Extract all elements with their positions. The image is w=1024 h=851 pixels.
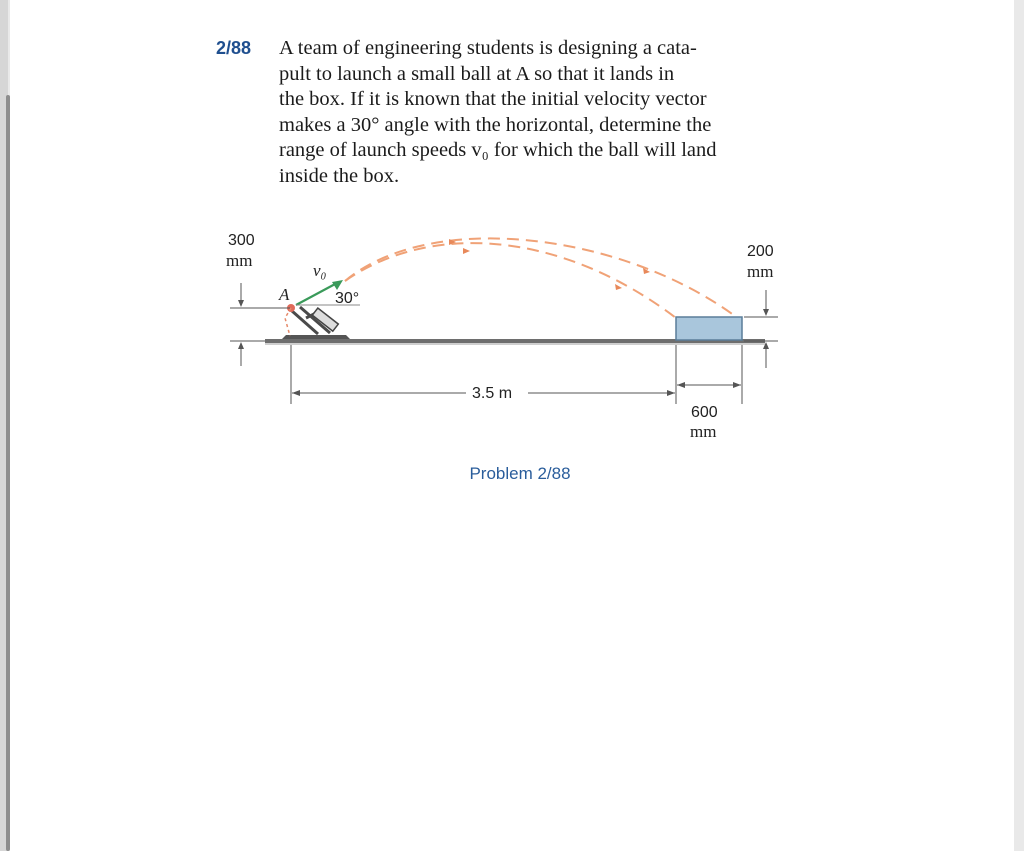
dim-300-arrowhead-bot: [238, 342, 244, 349]
ground-shadow: [265, 343, 765, 345]
dim-200-arrowhead-top: [763, 309, 769, 316]
target-box: [676, 317, 742, 340]
dim-600-arrowhead-right: [733, 382, 741, 388]
problem-line: makes a 30° angle with the horizontal, determine the: [279, 113, 712, 136]
problem-line: inside the box.: [279, 164, 400, 187]
label-v0: v₀: [313, 261, 327, 280]
label-300: 300: [228, 232, 255, 249]
label-600-unit: mm: [690, 422, 717, 441]
problem-number: 2/88: [216, 38, 252, 58]
trajectory-arrow-3: [615, 284, 622, 290]
problem-line: the box. If it is known that the initial velocity vector: [279, 88, 707, 110]
dim-300-arrowhead-top: [238, 300, 244, 307]
velocity-vector: [296, 283, 337, 305]
figure-caption: Problem 2/88: [469, 464, 571, 483]
label-300-unit: mm: [226, 251, 253, 270]
label-distance: 3.5 m: [472, 385, 513, 402]
dim-3-5-arrowhead-left: [292, 390, 300, 396]
label-angle: 30°: [335, 290, 360, 307]
catapult-base: [282, 335, 350, 339]
launch-dashed: [285, 308, 291, 336]
trajectory-arrow-2: [463, 248, 470, 254]
trajectory-lower: [345, 243, 676, 318]
problem-line: range of launch speeds v₀ for which the ball will land: [279, 139, 717, 161]
dim-3-5-arrowhead-right: [667, 390, 675, 396]
label-a: A: [279, 285, 290, 304]
dim-600-arrowhead-left: [677, 382, 685, 388]
label-600: 600: [691, 404, 718, 421]
problem-line: pult to launch a small ball at A so that it lands in: [279, 62, 675, 85]
trajectory-upper: [345, 238, 735, 316]
label-200: 200: [747, 243, 774, 260]
problem-line: A team of engineering students is designing a cata-: [279, 37, 697, 59]
label-200-unit: mm: [747, 262, 774, 281]
